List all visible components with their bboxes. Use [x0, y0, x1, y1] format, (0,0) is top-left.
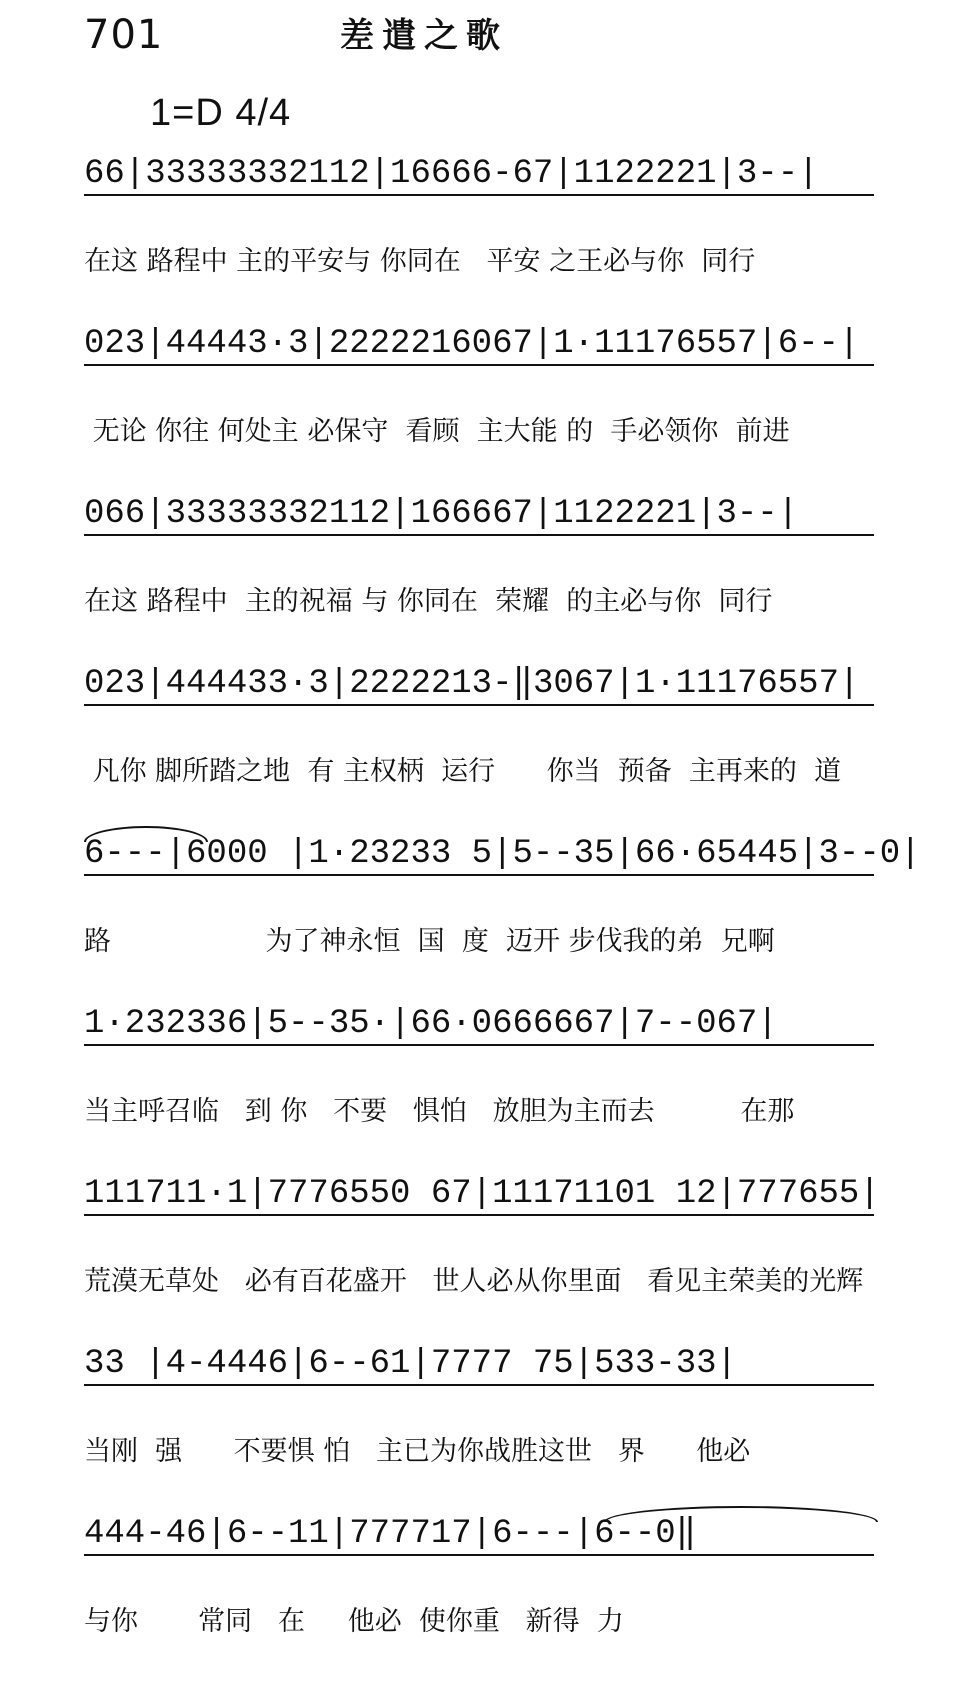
- score-line-1: [84, 152, 884, 280]
- notes-line-4: 023|444433·3|2222213-‖3067|1·11176557|: [84, 665, 860, 703]
- score-line-8: [84, 1342, 884, 1470]
- song-title: 差遣之歌: [340, 16, 508, 56]
- notes-line-8: 33 |4-4446|6--61|7777 75|533-33|: [84, 1345, 737, 1383]
- notes-line-1: 66|33333332112|16666-67|1122221|3--|: [84, 155, 819, 193]
- notes-line-5: 6---|6000 |1·23233 5|5--35|66·65445|3--0|: [84, 835, 921, 873]
- underline: [84, 704, 874, 706]
- lyrics-line-5: 路 为了神永恒 国 度 迈开 步伐我的弟 兄啊: [84, 926, 775, 957]
- lyrics-line-3: 在这 路程中 主的祝福 与 你同在 荣耀 的主必与你 同行: [84, 586, 773, 617]
- notes-line-3: 066|33333332112|166667|1122221|3--|: [84, 495, 799, 533]
- lyrics-line-9: 与你 常同 在 他必 使你重 新得 力: [84, 1606, 624, 1637]
- key-signature: 1=D 4/4: [150, 92, 292, 134]
- underline: [84, 534, 874, 536]
- lyrics-line-2: 无论 你往 何处主 必保守 看顾 主大能 的 手必领你 前进: [84, 416, 790, 447]
- score-line-6: [84, 1002, 884, 1130]
- score-line-7: [84, 1172, 884, 1300]
- underline: [84, 1384, 874, 1386]
- lyrics-line-6: 当主呼召临 到 你 不要 惧怕 放胆为主而去 在那: [84, 1096, 795, 1127]
- underline: [84, 194, 874, 196]
- underline: [84, 1214, 874, 1216]
- song-number: 701: [84, 12, 164, 58]
- underline: [84, 364, 874, 366]
- lyrics-line-8: 当刚 强 不要惧 怕 主已为你战胜这世 界 他必: [84, 1436, 751, 1467]
- lyrics-line-7: 荒漠无草处 必有百花盛开 世人必从你里面 看见主荣美的光辉: [84, 1266, 864, 1297]
- score-line-2: [84, 322, 884, 450]
- underline: [84, 874, 874, 876]
- score-line-4: [84, 662, 884, 790]
- underline: [84, 1044, 874, 1046]
- score-line-3: [84, 492, 884, 620]
- lyrics-line-1: 在这 路程中 主的平安与 你同在 平安 之王必与你 同行: [84, 246, 756, 277]
- notes-line-2: 023|44443·3|2222216067|1·11176557|6--|: [84, 325, 860, 363]
- score-line-9: [84, 1512, 884, 1640]
- notes-line-9: 444-46|6--11|777717|6---|6--0‖: [84, 1515, 697, 1553]
- notes-line-7: 111711·1|7776550 67|11171101 12|777655|: [84, 1175, 880, 1213]
- lyrics-line-4: 凡你 脚所踏之地 有 主权柄 运行 你当 预备 主再来的 道: [84, 756, 842, 787]
- score-line-5: [84, 832, 921, 960]
- underline: [84, 1554, 874, 1556]
- notes-line-6: 1·232336|5--35·|66·0666667|7--067|: [84, 1005, 778, 1043]
